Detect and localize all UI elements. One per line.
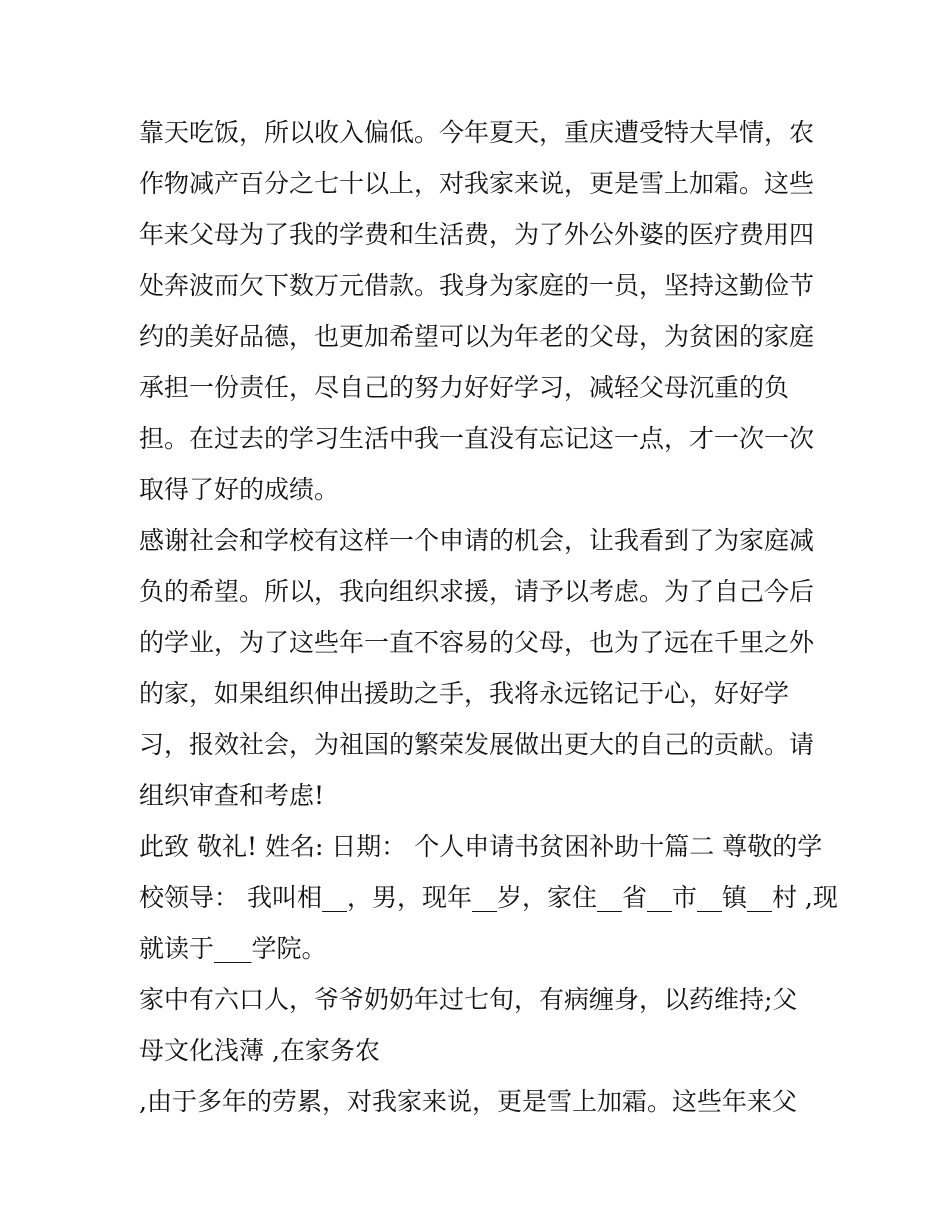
text-line: 组织审查和考虑! [139, 781, 325, 810]
text-line: ,由于多年的劳累，对我家来说，更是雪上加霜。这些年来父 [139, 1087, 797, 1116]
text-line: 的学业，为了这些年一直不容易的父母，也为了远在千里之外 [139, 628, 815, 657]
text-line: 取得了好的成绩。 [139, 475, 340, 504]
text-line: 就读于___学院。 [139, 934, 327, 963]
text-line: 的家，如果组织伸出援助之手，我将永远铭记于心，好好学 [139, 679, 790, 708]
document-body [139, 107, 838, 1127]
text-line: 作物减产百分之七十以上，对我家来说，更是雪上加霜。这些 [139, 169, 815, 198]
text-line: 担。在过去的学习生活中我一直没有忘记这一点，才一次一次 [139, 424, 815, 453]
text-line: 约的美好品德，也更加希望可以为年老的父母，为贫困的家庭 [139, 322, 815, 351]
text-line: 感谢社会和学校有这样一个申请的机会，让我看到了为家庭减 [139, 526, 815, 555]
text-line: 此致 敬礼! 姓名: 日期： 个人申请书贫困补助十篇二 尊敬的学 [139, 832, 823, 861]
text-line: 靠天吃饭，所以收入偏低。今年夏天，重庆遭受特大旱情，农 [139, 118, 815, 147]
text-line: 年来父母为了我的学费和生活费，为了外公外婆的医疗费用四 [139, 220, 815, 249]
text-line: 承担一份责任，尽自己的努力好好学习，减轻父母沉重的负 [139, 373, 790, 402]
text-line: 母文化浅薄 ,在家务农 [139, 1036, 380, 1065]
text-line: 家中有六口人，爷爷奶奶年过七旬，有病缠身，以药维持;父 [139, 985, 798, 1014]
text-line: 校领导： 我叫相__，男，现年__岁，家住__省__市__镇__村 ,现 [139, 883, 838, 912]
text-line: 负的希望。所以，我向组织求援，请予以考虑。为了自己今后 [139, 577, 815, 606]
text-line: 习，报效社会，为祖国的繁荣发展做出更大的自己的贡献。请 [139, 730, 815, 759]
text-line: 处奔波而欠下数万元借款。我身为家庭的一员，坚持这勤俭节 [139, 271, 815, 300]
